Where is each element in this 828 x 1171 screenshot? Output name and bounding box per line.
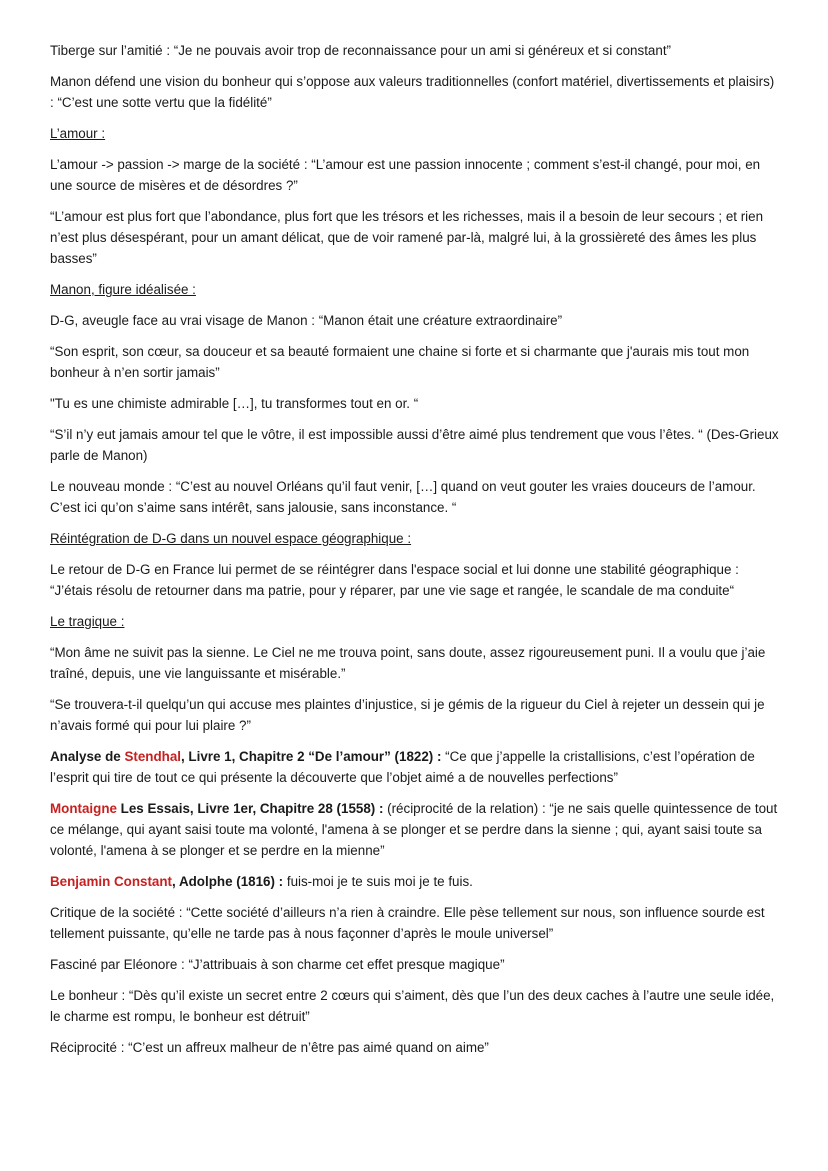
heading-amour: L’amour : [50, 126, 106, 141]
paragraph-retour-france: Le retour de D-G en France lui permet de se réintégrer dans l'espace social et lui donne une stabilité géographique : “J’étais résolu de retourner dans ma patrie, pour y réparer, par une vie sage et rangée, le scandale de ma conduite“ [50, 562, 739, 598]
constant-quote: fuis-moi je te suis moi je te fuis. [283, 874, 473, 889]
heading-tragique: Le tragique : [50, 614, 125, 629]
paragraph-montaigne [50, 798, 780, 861]
paragraph-amour-tel: “S’il n’y eut jamais amour tel que le vôtre, il est impossible aussi d’être aimé plus tendrement que vous l’êtes. “ (Des-Grieux parle de Manon) [50, 427, 779, 463]
paragraph-chimiste: "Tu es une chimiste admirable […], tu transformes tout en or. “ [50, 396, 419, 411]
paragraph-dg-aveugle: D-G, aveugle face au vrai visage de Manon : “Manon était une créature extraordinaire” [50, 313, 563, 328]
paragraph-reciprocite: Réciprocité : “C’est un affreux malheur de n’être pas aimé quand on aime” [50, 1040, 489, 1055]
constant-source: , Adolphe (1816) : [172, 874, 284, 889]
stendhal-author: Stendhal [124, 749, 181, 764]
paragraph-mon-ame: “Mon âme ne suivit pas la sienne. Le Ciel ne me trouva point, sans doute, assez rigoureusement puni. Il a voulu que j’aie traîné, depuis, une vie languissante et misérable.” [50, 645, 766, 681]
paragraph-stendhal [50, 746, 780, 788]
document-page [50, 40, 780, 1068]
stendhal-intro: Analyse de [50, 749, 125, 764]
montaigne-source: Les Essais, Livre 1er, Chapitre 28 (1558) : [116, 801, 384, 816]
montaigne-author: Montaigne [50, 801, 117, 816]
paragraph-eleonore: Fasciné par Eléonore : “J’attribuais à son charme cet effet presque magique” [50, 957, 505, 972]
stendhal-source: , Livre 1, Chapitre 2 “De l’amour” (1822) : [180, 749, 442, 764]
heading-manon-idealisee: Manon, figure idéalisée : [50, 282, 196, 297]
heading-reintegration: Réintégration de D-G dans un nouvel espace géographique : [50, 531, 412, 546]
stendhal-quote: “Ce que j’appelle la cristallisions, c’est l’opération de l’esprit qui tire de tout ce qui présente la découverte que l’objet aimé a de nouvelles perfections” [50, 749, 755, 785]
paragraph-amour-abondance: “L’amour est plus fort que l’abondance, plus fort que les trésors et les richesses, mais il a besoin de leur secours ; et rien n’est plus désespérant, pour un amant délicat, que de voir ramené par-là, malgré lui, à la grossièreté des âmes les plus basses” [50, 209, 764, 266]
montaigne-quote: (réciprocité de la relation) : “je ne sais quelle quintessence de tout ce mélange, qui ayant saisi toute ma volonté, l'amena à se plonger et se perdre dans la sienne ; qui, ayant saisi toute sa volonté, l'amena à se plonger et se perdre en la mienne” [50, 801, 778, 858]
paragraph-amour-passion: L’amour -> passion -> marge de la société : “L’amour est une passion innocente ; comment s’est-il changé, pour moi, en une source de misères et de désordres ?” [50, 157, 761, 193]
paragraph-nouveau-monde: Le nouveau monde : “C’est au nouvel Orléans qu’il faut venir, […] quand on veut gouter les vraies douceurs de l’amour. C’est ici qu’on s’aime sans intérêt, sans jalousie, sans inconstance. “ [50, 479, 756, 515]
paragraph-critique-societe: Critique de la société : “Cette société d’ailleurs n’a rien à craindre. Elle pèse tellement sur nous, son influence sourde est tellement puissante, qu’elle ne tarde pas à nous façonner d’après le moule universel” [50, 905, 765, 941]
paragraph-son-esprit: “Son esprit, son cœur, sa douceur et sa beauté formaient une chaine si forte et si charmante que j'aurais mis tout mon bonheur à n’en sortir jamais” [50, 344, 750, 380]
paragraph-constant [50, 871, 780, 892]
paragraph-bonheur: Le bonheur : “Dès qu’il existe un secret entre 2 cœurs qui s’aiment, dès que l’un des deux caches à l’autre une seule idée, le charme est rompu, le bonheur est détruit” [50, 988, 775, 1024]
paragraph-se-trouvera: “Se trouvera-t-il quelqu’un qui accuse mes plaintes d’injustice, si je gémis de la rigueur du Ciel à rejeter un dessein qui je n’avais formé qui pour lui plaire ?” [50, 697, 765, 733]
constant-author: Benjamin Constant [50, 874, 173, 889]
paragraph-tiberge: Tiberge sur l’amitié : “Je ne pouvais avoir trop de reconnaissance pour un ami si généreux et si constant” [50, 43, 671, 58]
paragraph-manon-bonheur: Manon défend une vision du bonheur qui s’oppose aux valeurs traditionnelles (confort matériel, divertissements et plaisirs) : “C’est une sotte vertu que la fidélité” [50, 74, 775, 110]
